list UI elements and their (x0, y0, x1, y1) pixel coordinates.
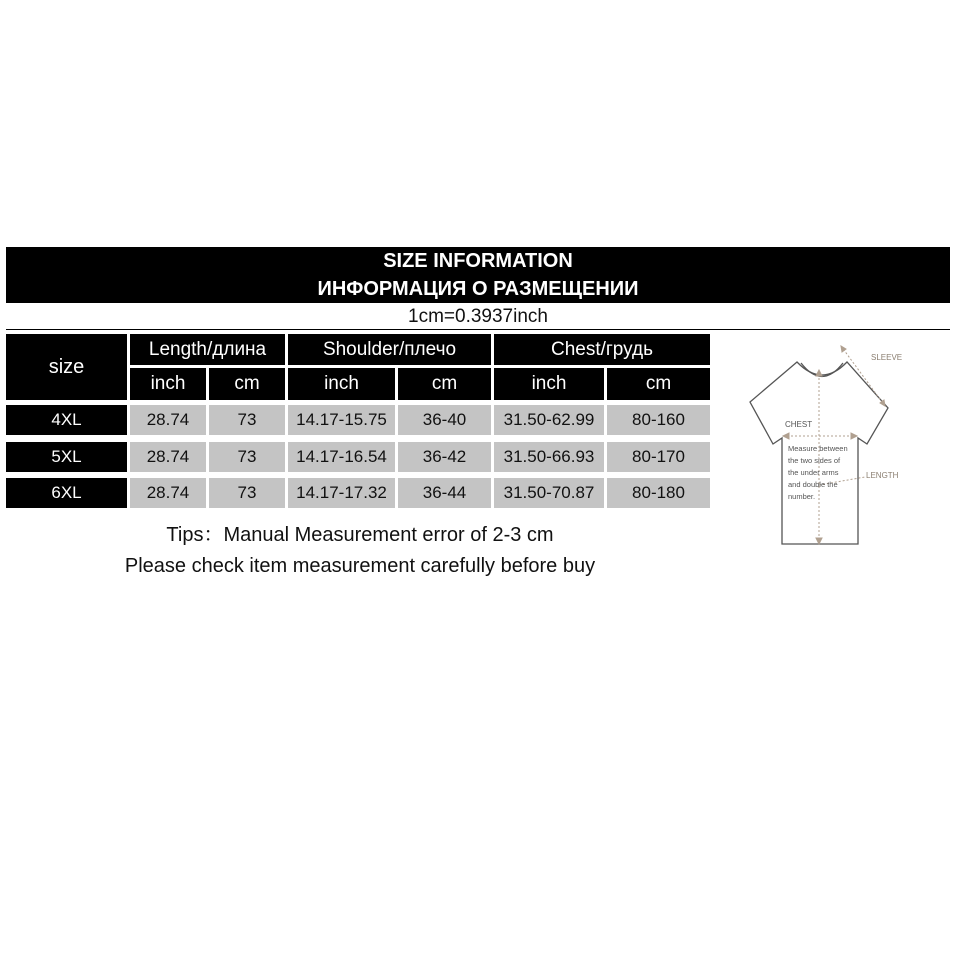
table-cell: 28.74 (130, 442, 206, 472)
table-cell: 80-180 (607, 478, 710, 508)
chest-label: CHEST (785, 420, 813, 429)
size-information-banner (6, 247, 950, 303)
length-label: LENGTH (866, 471, 899, 480)
table-cell: 14.17-17.32 (288, 478, 395, 508)
table-cell: 80-170 (607, 442, 710, 472)
table-cell: 31.50-66.93 (494, 442, 604, 472)
table-cell: 31.50-62.99 (494, 405, 604, 435)
size-label-4xl: 4XL (6, 405, 127, 435)
table-cell: 36-40 (398, 405, 491, 435)
tshirt-diagram (745, 340, 955, 550)
table-cell: 14.17-15.75 (288, 405, 395, 435)
length-inch-header: inch (130, 368, 206, 400)
size-label-5xl: 5XL (6, 442, 127, 472)
table-cell: 80-160 (607, 405, 710, 435)
table-cell: 14.17-16.54 (288, 442, 395, 472)
length-group-header: Length/длина (130, 334, 285, 365)
table-cell: 36-42 (398, 442, 491, 472)
size-label-6xl: 6XL (6, 478, 127, 508)
sleeve-label: SLEEVE (871, 353, 903, 362)
title-english: SIZE INFORMATION (383, 250, 573, 272)
table-cell: 36-44 (398, 478, 491, 508)
table-cell: 31.50-70.87 (494, 478, 604, 508)
tip-check-measurement: Please check item measurement carefully before buy (124, 555, 596, 577)
table-cell: 28.74 (130, 405, 206, 435)
table-cell: 73 (209, 442, 285, 472)
chest-inch-header: inch (494, 368, 604, 400)
shoulder-inch-header: inch (288, 368, 395, 400)
instruction-line: number. (788, 492, 816, 501)
tshirt-outline-icon (750, 362, 888, 544)
chest-group-header: Chest/грудь (494, 334, 710, 365)
tip-measurement-error: Tips：Manual Measurement error of 2-3 cm (166, 524, 554, 546)
shoulder-cm-header: cm (398, 368, 491, 400)
table-cell: 73 (209, 405, 285, 435)
title-russian: ИНФОРМАЦИЯ О РАЗМЕЩЕНИИ (317, 278, 639, 300)
size-column-header: size (6, 334, 127, 400)
instruction-line: and double the (788, 480, 838, 489)
chest-cm-header: cm (607, 368, 710, 400)
instruction-line: the under arms (788, 468, 839, 477)
instruction-line: the two sides of (788, 456, 841, 465)
unit-conversion: 1cm=0.3937inch (6, 305, 950, 330)
table-cell: 28.74 (130, 478, 206, 508)
table-cell: 73 (209, 478, 285, 508)
length-cm-header: cm (209, 368, 285, 400)
shoulder-group-header: Shoulder/плечо (288, 334, 491, 365)
instruction-line: Measure between (788, 444, 848, 453)
